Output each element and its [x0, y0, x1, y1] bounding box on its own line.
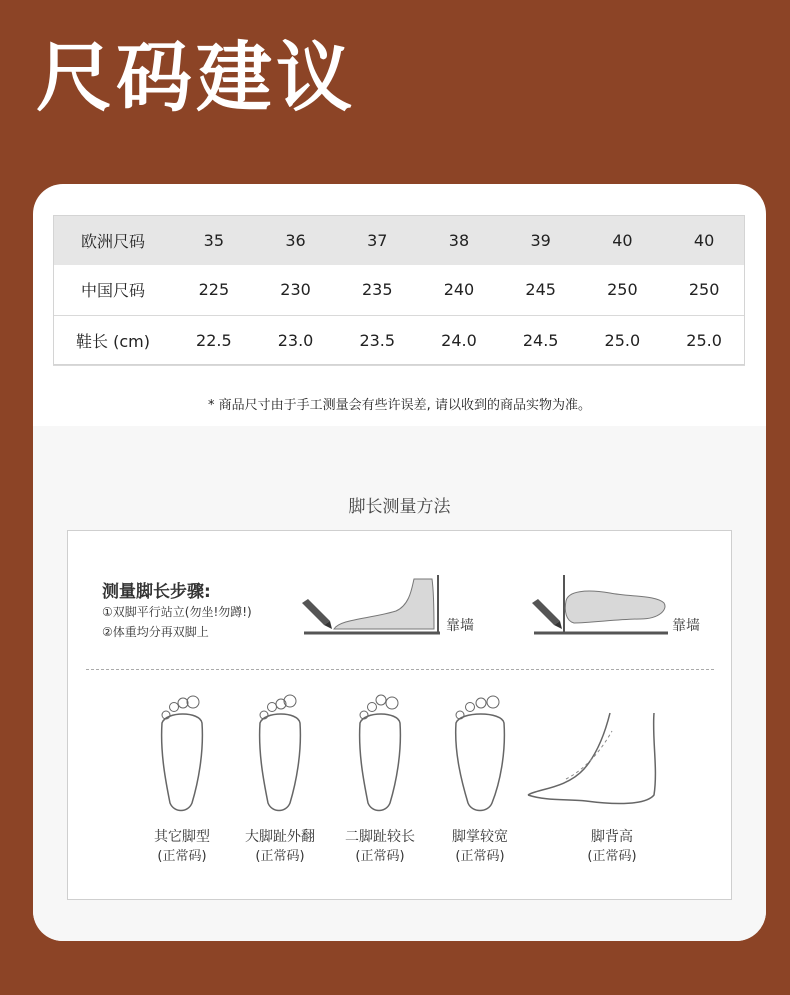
step-1: ①双脚平行站立(勿坐!勿蹲!) — [102, 605, 252, 619]
foot-outline-wide-icon — [450, 693, 510, 813]
divider — [86, 669, 714, 670]
table-cell: 24.0 — [418, 315, 500, 365]
table-cell: 240 — [418, 265, 500, 315]
foot-type-3 — [330, 827, 430, 867]
page-title: 尺码建议 — [36, 33, 356, 122]
table-cell: 35 — [173, 215, 255, 265]
foot-outline-long-second-toe-icon — [350, 693, 410, 813]
foot-type-name: 脚掌较宽 — [452, 829, 508, 845]
table-cell: 245 — [500, 265, 582, 315]
foot-type-sub: (正常码) — [157, 849, 207, 864]
wall-label-1: 靠墙 — [446, 618, 474, 634]
foot-outline-normal-icon — [152, 693, 212, 813]
wall-label-2: 靠墙 — [672, 618, 700, 634]
table-cell: 38 — [418, 215, 500, 265]
table-cell: 250 — [663, 265, 745, 315]
table-row — [53, 265, 745, 315]
table-cell: 37 — [336, 215, 418, 265]
foot-type-name: 二脚趾较长 — [345, 829, 415, 845]
pencil-icon — [302, 599, 332, 629]
table-cell: 250 — [582, 265, 664, 315]
table-cell: 40 — [582, 215, 664, 265]
foot-type-sub: (正常码) — [587, 849, 637, 864]
table-cell: 235 — [336, 265, 418, 315]
foot-type-5 — [562, 827, 662, 867]
foot-type-name: 其它脚型 — [154, 829, 210, 845]
foot-type-sub: (正常码) — [255, 849, 305, 864]
table-row — [53, 315, 745, 365]
foot-type-sub: (正常码) — [455, 849, 505, 864]
top-foot-measure-illustration — [530, 573, 670, 637]
foot-type-1 — [132, 827, 232, 867]
foot-type-sub: (正常码) — [355, 849, 405, 864]
table-row — [53, 215, 745, 265]
size-table — [53, 215, 745, 366]
table-cell: 40 — [663, 215, 745, 265]
table-cell: 225 — [173, 265, 255, 315]
row-label: 中国尺码 — [53, 265, 173, 315]
row-label: 鞋长 (cm) — [53, 315, 173, 365]
table-cell: 25.0 — [582, 315, 664, 365]
foot-outline-high-instep-icon — [526, 709, 666, 809]
foot-type-4 — [430, 827, 530, 867]
table-cell: 24.5 — [500, 315, 582, 365]
table-cell: 23.0 — [255, 315, 337, 365]
method-title: 脚长测量方法 — [348, 497, 451, 517]
pencil-icon — [532, 599, 562, 629]
table-cell: 23.5 — [336, 315, 418, 365]
table-cell: 22.5 — [173, 315, 255, 365]
foot-outline-bunion-icon — [250, 693, 310, 813]
table-cell: 39 — [500, 215, 582, 265]
foot-type-2 — [230, 827, 330, 867]
steps-title: 测量脚长步骤: — [102, 582, 211, 602]
foot-type-name: 大脚趾外翻 — [245, 829, 315, 845]
size-card — [33, 184, 766, 941]
table-cell: 25.0 — [663, 315, 745, 365]
table-cell: 36 — [255, 215, 337, 265]
row-label: 欧洲尺码 — [53, 215, 173, 265]
step-2: ②体重均分再双脚上 — [102, 625, 209, 639]
side-foot-measure-illustration — [300, 573, 440, 637]
table-cell: 230 — [255, 265, 337, 315]
size-note: * 商品尺寸由于手工测量会有些许误差, 请以收到的商品实物为准。 — [208, 398, 591, 413]
foot-type-name: 脚背高 — [591, 829, 633, 845]
measurement-diagram — [67, 530, 732, 900]
